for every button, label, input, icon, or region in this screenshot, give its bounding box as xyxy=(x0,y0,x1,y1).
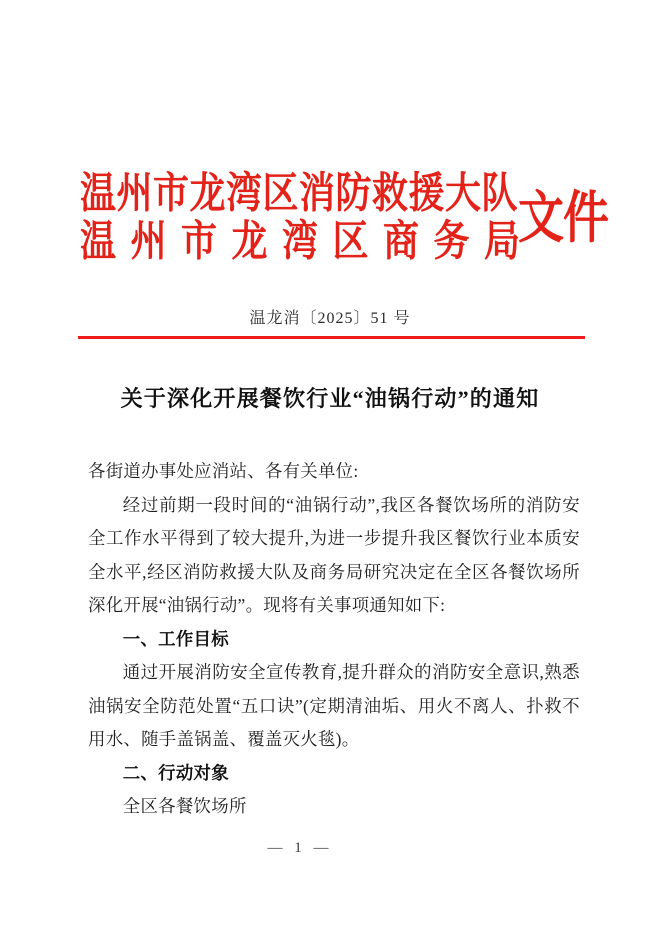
letterhead xyxy=(0,160,660,275)
intro-paragraph: 经过前期一段时间的“油锅行动”,我区各餐饮场所的消防安全工作水平得到了较大提升,为进一步提升我区餐饮行业本质安全水平,经区消防救援大队及商务局研究决定在全区各餐饮场所深化开展“油锅行动”。现将有关事项通知如下: xyxy=(88,494,580,615)
salutation: 各街道办事处应消站、各有关单位: xyxy=(88,461,359,481)
red-divider-rule xyxy=(78,336,585,339)
document-number: 温龙消〔2025〕51 号 xyxy=(249,310,411,327)
page-number-footer: — 1 — xyxy=(267,840,333,856)
document-body xyxy=(88,455,580,824)
section-paragraph-1: 通过开展消防安全宣传教育,提升群众的消防安全意识,熟悉油锅安全防范处置“五口诀”(定期清油垢、用火不离人、扑救不用水、随手盖锅盖、覆盖灭火毯)。 xyxy=(88,662,580,749)
page-title: 关于深化开展餐饮行业“油锅行动”的通知 xyxy=(120,386,540,411)
section-heading-2: 二、行动对象 xyxy=(122,762,229,783)
letterhead-line-1: 温州市龙湾区消防救援大队 xyxy=(80,169,519,218)
section-heading-1: 一、工作目标 xyxy=(122,628,229,649)
section-paragraph-2: 全区各餐饮场所 xyxy=(122,796,247,816)
letterhead-line-2: 温州市龙湾区商务局 xyxy=(80,217,535,266)
letterhead-document-word: 文件 xyxy=(518,186,608,250)
